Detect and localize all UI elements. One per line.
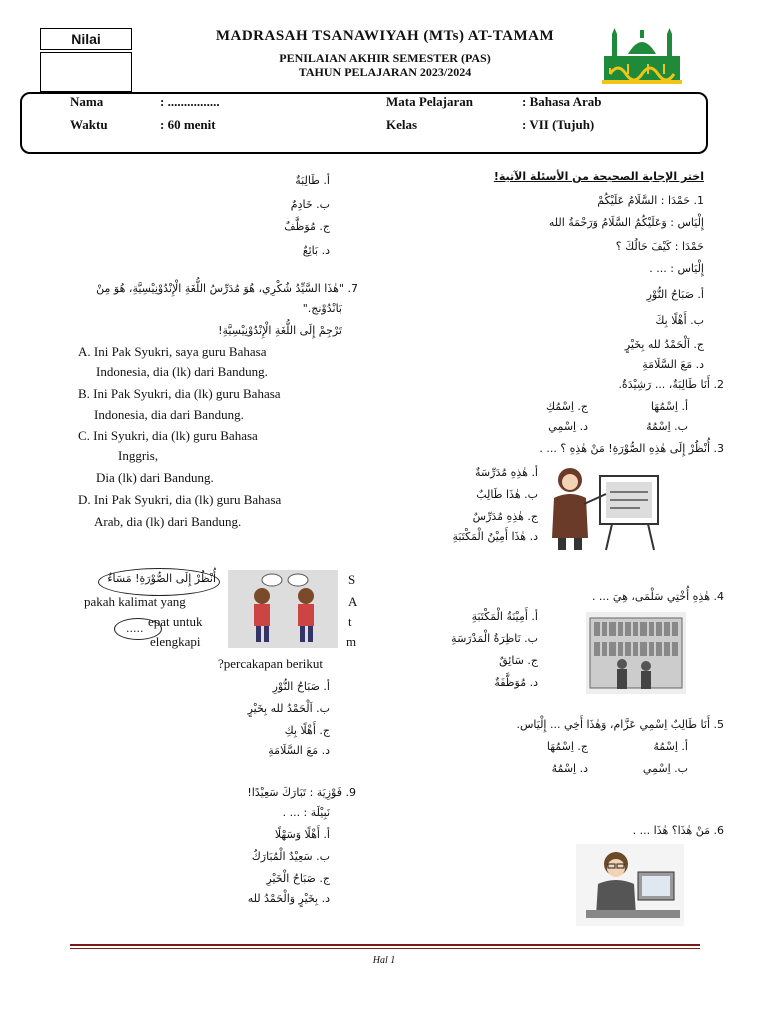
q9-option-c[interactable]: ج. صَبَاحُ الْخَيْرِ bbox=[266, 872, 330, 885]
q8-option-a[interactable]: أ. صَبَاحُ النُّوْرِ bbox=[272, 680, 330, 693]
q7-stem-line1: 7. "هٰذَا السَّيِّدُ شُكْرِي، هُوَ مُدَرِّسُ اللُّغَةِ الْإِنْدُوْنِيْسِيَّةِ، هُوَ مِنْ bbox=[96, 282, 358, 295]
q8-text-5: ?percakapan berikut bbox=[218, 656, 324, 671]
q7-stem-line2: بَانْدُوْنج." bbox=[302, 302, 342, 315]
q2-option-a[interactable]: أ. اِسْمُهَا bbox=[650, 400, 688, 413]
q8-option-d[interactable]: د. مَعَ السَّلَامَةِ bbox=[268, 744, 330, 757]
q1-line2: إِلْيَاس : وَعَلَيْكُمُ السَّلَامُ وَرَحْمَةُ الله bbox=[548, 216, 704, 229]
q6-option-d[interactable]: د. بَائِعٌ bbox=[302, 244, 330, 257]
q1-line4: إِلْيَاس : ... . bbox=[649, 262, 704, 275]
q5-stem: 5. أَنَا طَالِبٌ اِسْمِي عَزَّام، وَهٰذَا أَخِي ... إِلْيَاس. bbox=[516, 718, 724, 731]
q1-option-d[interactable]: د. مَعَ السَّلَامَةِ bbox=[642, 358, 704, 371]
q5-option-d[interactable]: د. اِسْمُهُ bbox=[551, 762, 588, 775]
instruction: اختر الإجابة الصحيحة من الأسئلة الآتية! bbox=[493, 170, 704, 183]
q9-line2: نَبِيْلَة : ... . bbox=[282, 806, 330, 819]
q2-option-c[interactable]: ج. اِسْمُكِ bbox=[546, 400, 588, 413]
q7-option-a-line2[interactable]: Indonesia, dia (lk) dari Bandung. bbox=[96, 364, 268, 379]
student-info-box bbox=[20, 92, 708, 154]
q8-bubble1-text: أُنْظُرْ إِلَى الصُّوْرَةِ! مَسَاءٌ bbox=[107, 572, 216, 585]
q9-option-d[interactable]: د. بِخَيْرٍ وَالْحَمْدُ لله bbox=[247, 892, 330, 905]
q8-text-col-1: S bbox=[348, 572, 356, 587]
nama-label: Nama bbox=[70, 94, 104, 109]
q8-text-col-2: A bbox=[348, 594, 358, 609]
q7-option-b-line1[interactable]: B. Ini Pak Syukri, dia (lk) guru Bahasa bbox=[78, 386, 281, 401]
q8-text-2: pakah kalimat yang bbox=[84, 594, 186, 609]
q9-option-a[interactable]: أ. أَهْلًا وَسَهْلًا bbox=[274, 828, 330, 841]
q8-text-col-4: m bbox=[346, 634, 357, 649]
q7-stem-line3: تَرْجِمْ إِلَى اللُّغَةِ الْإِنْدُوْنِيْسِيَّةِ! bbox=[218, 324, 342, 337]
q7-option-a-line1[interactable]: A. Ini Pak Syukri, saya guru Bahasa bbox=[78, 344, 267, 359]
q3-option-c[interactable]: ج. هٰذِهِ مُدَرِّسٌ bbox=[472, 510, 538, 523]
q8-bubble2-text: ..... bbox=[126, 622, 144, 635]
waktu-value: : 60 menit bbox=[160, 117, 216, 132]
q7-option-d-line1[interactable]: D. Ini Pak Syukri, dia (lk) guru Bahasa bbox=[78, 492, 282, 507]
q4-stem: 4. هٰذِهِ أُخْتِي سَلْمَى، هِيَ ... . bbox=[591, 590, 724, 603]
nama-field[interactable]: : ................ bbox=[160, 94, 220, 109]
q5-option-b[interactable]: ب. اِسْمِي bbox=[642, 762, 688, 775]
q7-option-c-line1[interactable]: C. Ini Syukri, dia (lk) guru Bahasa bbox=[78, 428, 258, 443]
q6-option-a[interactable]: أ. طَالِبَةٌ bbox=[295, 174, 330, 187]
mapel-value: : Bahasa Arab bbox=[522, 94, 602, 109]
exam-title: PENILAIAN AKHIR SEMESTER (PAS) bbox=[279, 51, 491, 65]
q8-text-4: elengkapi bbox=[150, 634, 201, 649]
q1-line3: حَمْدَا : كَيْفَ حَالُكَ ؟ bbox=[615, 240, 704, 253]
q1-line1: 1. حَمْدَا : السَّلَامُ عَلَيْكُمْ bbox=[597, 194, 704, 207]
q8-option-c[interactable]: ج. أَهْلًا بِكِ bbox=[284, 724, 330, 737]
q2-option-b[interactable]: ب. اِسْمُهُ bbox=[646, 420, 688, 433]
q4-option-a[interactable]: أ. أَمِيْنَةُ الْمَكْتَبَةِ bbox=[471, 610, 538, 623]
q8-text-3: epat untuk bbox=[148, 614, 203, 629]
kelas-label: Kelas bbox=[386, 117, 418, 132]
footer-line-thin bbox=[70, 948, 700, 949]
q9-option-b[interactable]: ب. سَعِيْدٌ الْمُبَارَكُ bbox=[251, 850, 330, 863]
q2-stem: 2. أَنَا طَالِبَةٌ، ... رَشِيْدَةٌ. bbox=[618, 378, 724, 391]
academic-year: TAHUN PELAJARAN 2023/2024 bbox=[298, 65, 472, 79]
q4-option-d[interactable]: د. مُوَظَّفَةٌ bbox=[494, 676, 538, 689]
q7-option-c-line3[interactable]: Dia (lk) dari Bandung. bbox=[96, 470, 214, 485]
q7-option-c-line2[interactable]: Inggris, bbox=[118, 448, 159, 463]
q1-option-b[interactable]: ب. أَهْلًا بِكَ bbox=[655, 314, 704, 327]
teacher-image bbox=[540, 462, 660, 552]
nilai-score-box bbox=[40, 52, 132, 92]
q3-option-d[interactable]: د. هٰذَا أَمِيْنُ الْمَكْتَبَةِ bbox=[452, 530, 538, 543]
q5-option-a[interactable]: أ. اِسْمُهُ bbox=[653, 740, 688, 753]
page-number: Hal 1 bbox=[372, 955, 396, 966]
mapel-label: Mata Pelajaran bbox=[386, 94, 474, 109]
q3-stem: 3. أُنْظُرْ إِلَى هٰذِهِ الصُّوْرَةِ! مَنْ هٰذِهِ ؟ ... . bbox=[539, 442, 724, 455]
q8-text-col-3: t bbox=[348, 614, 352, 629]
q6-option-c[interactable]: ج. مُوَظَّفٌ bbox=[284, 220, 330, 233]
library-image bbox=[586, 612, 686, 694]
q3-option-b[interactable]: ب. هٰذَا طَالِبٌ bbox=[476, 488, 538, 501]
q1-option-c[interactable]: ج. اَلْحَمْدُ لله بِخَيْرٍ bbox=[624, 338, 704, 351]
q4-option-b[interactable]: ب. نَاظِرَةُ الْمَدْرَسَةِ bbox=[451, 632, 538, 645]
two-students-image bbox=[228, 570, 338, 648]
q6-stem: 6. مَنْ هٰذَا؟ هٰذَا ... . bbox=[632, 824, 724, 837]
q8-option-b[interactable]: ب. اَلْحَمْدُ لله بِخَيْرٍ bbox=[247, 702, 330, 715]
waktu-label: Waktu bbox=[70, 117, 108, 132]
footer-line-thick bbox=[70, 944, 700, 946]
q7-option-d-line2[interactable]: Arab, dia (lk) dari Bandung. bbox=[94, 514, 242, 529]
q6-option-b[interactable]: ب. خَادِمٌ bbox=[290, 198, 330, 211]
school-logo-icon bbox=[598, 24, 686, 90]
q2-option-d[interactable]: د. اِسْمِي bbox=[548, 420, 588, 433]
q4-option-c[interactable]: ج. سَائِقٌ bbox=[499, 654, 538, 667]
kelas-value: : VII (Tujuh) bbox=[522, 117, 595, 132]
school-name: MADRASAH TSANAWIYAH (MTs) AT-TAMAM bbox=[215, 28, 555, 44]
q9-stem: 9. فَوْزِيَة : تَبَارَكَ سَعِيْدًا! bbox=[247, 786, 356, 799]
q7-option-b-line2[interactable]: Indonesia, dia dari Bandung. bbox=[94, 407, 244, 422]
q1-option-a[interactable]: أ. صَبَاحُ النُّوْرِ bbox=[646, 288, 704, 301]
office-worker-image bbox=[576, 844, 684, 926]
q3-option-a[interactable]: أ. هٰذِهِ مُدَرِّسَةٌ bbox=[475, 466, 538, 479]
q5-option-c[interactable]: ج. اِسْمُهَا bbox=[546, 740, 588, 753]
nilai-label: Nilai bbox=[40, 28, 132, 50]
